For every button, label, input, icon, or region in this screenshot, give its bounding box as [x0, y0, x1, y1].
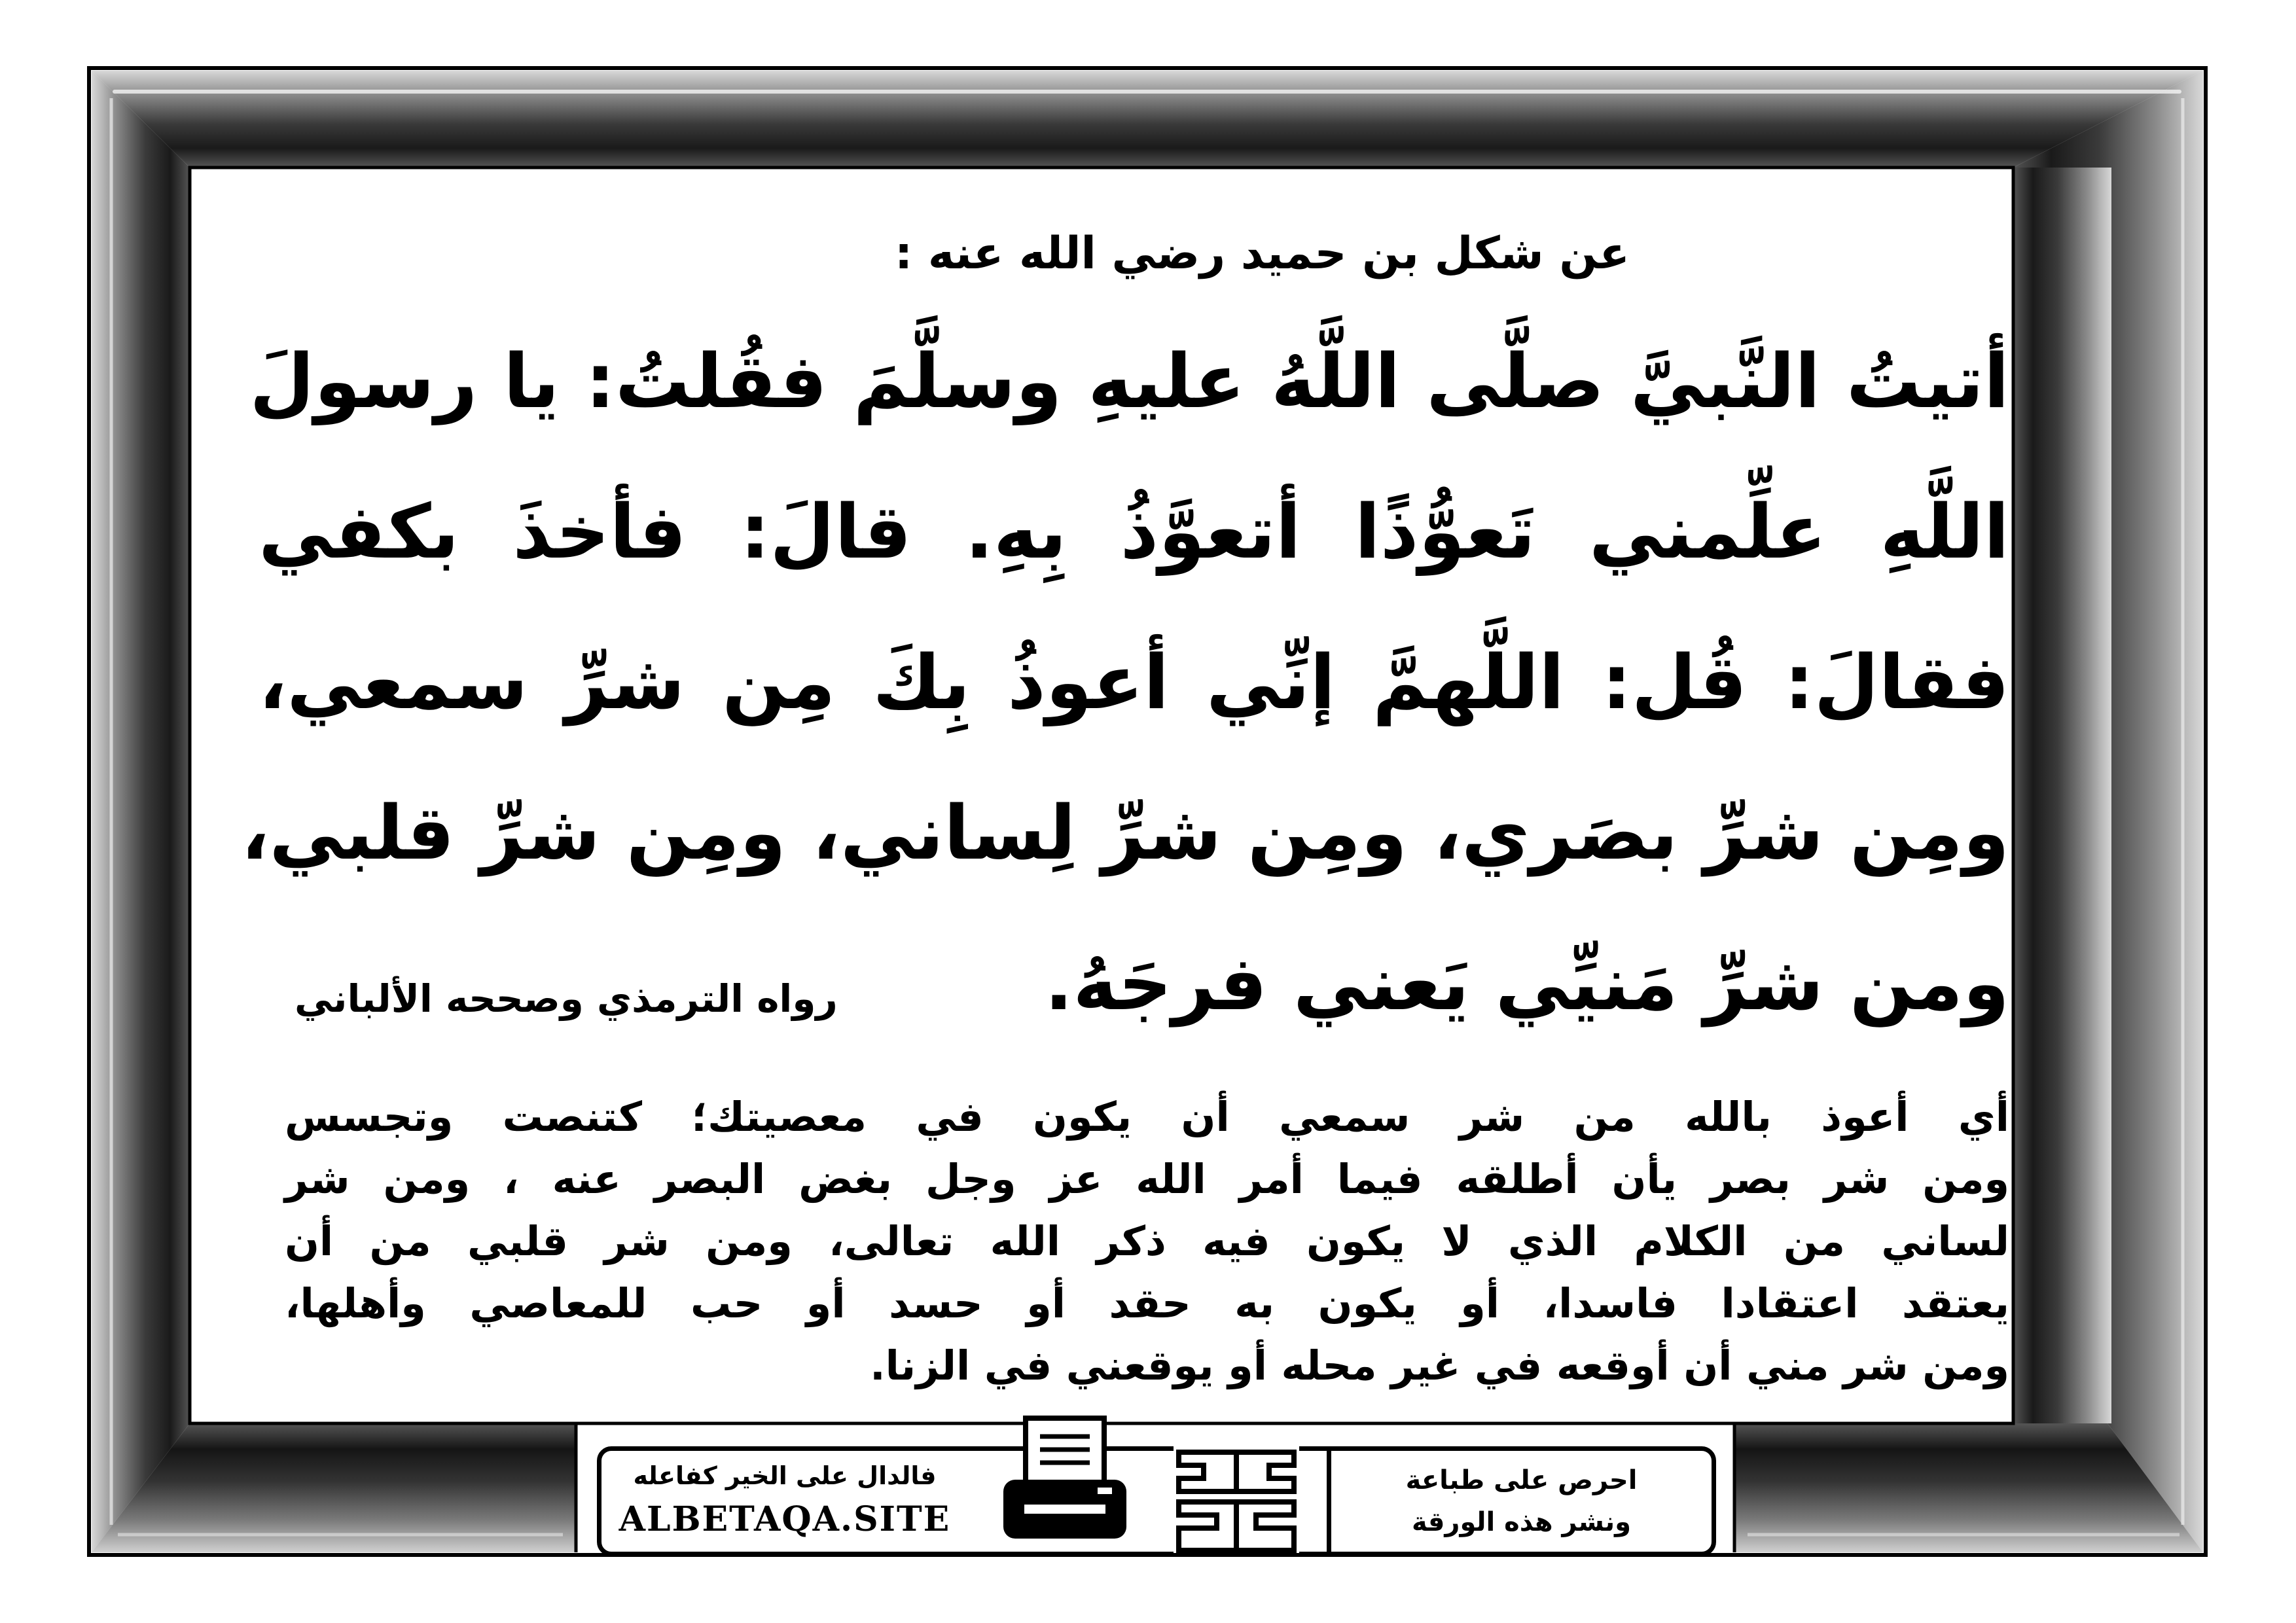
explanation-line-2: ومن شر بصر يأن أطلقه فيما أمر الله عز وجل بغض البصر عنه ، ومن شر	[285, 1155, 2009, 1203]
explanation-line-4: يعتقد اعتقادا فاسدا، أو يكون به حقد أو حسد أو حب للمعاصي وأهلها،	[285, 1279, 2009, 1327]
printer-icon	[999, 1414, 1130, 1549]
hadith-line-2: اللَّهِ علِّمني تَعوُّذًا أتعوَّذُ بِهِ. قالَ: فأخذَ بكفي	[259, 488, 2009, 575]
promo-line-2: ونشر هذه الورقة	[1411, 1507, 1632, 1537]
hadith-line-5: ومن شرِّ مَنيِّي يَعني فرجَهُ.	[1045, 940, 2009, 1027]
footer-divider	[1327, 1451, 1331, 1552]
hadith-source: رواه الترمذي وصححه الألباني	[295, 976, 838, 1021]
main-content	[190, 168, 2009, 1423]
hadith-line-3: فقالَ: قُل: اللَّهمَّ إنِّي أعوذُ بِكَ مِن شرِّ سمعي،	[259, 639, 2009, 726]
explanation-line-1: أي أعوذ بالله من شر سمعي أن يكون في معصيتك؛ كتنصت وتجسس	[285, 1093, 2009, 1141]
footer-banner	[597, 1446, 1716, 1556]
hadith-line-1: أتيتُ النَّبيَّ صلَّى اللَّهُ عليهِ وسلَّمَ فقُلتُ: يا رسولَ	[249, 338, 2009, 425]
explanation-line-5: ومن شر مني أن أوقعه في غير محله أو يوقعني في الزنا.	[870, 1342, 2009, 1389]
intro-heading: عن شكل بن حميد رضي الله عنه :	[895, 228, 1630, 279]
footer-site-link[interactable]: ALBETAQA.SITE	[619, 1499, 951, 1539]
footer-tagline: فالدال على الخير كفاعله	[633, 1461, 937, 1490]
hadith-line-4: ومِن شرِّ بصَري، ومِن شرِّ لِساني، ومِن شرِّ قلبي،	[241, 789, 2009, 876]
promo-line-1: احرص على طباعة	[1405, 1465, 1638, 1495]
explanation-line-3: لساني من الكلام الذي لا يكون فيه ذكر الله تعالى، ومن شر قلبي من أن	[285, 1217, 2009, 1265]
dawah-logo-icon	[1171, 1439, 1302, 1556]
footer-promo-block	[1331, 1451, 1712, 1552]
footer-site-block	[601, 1451, 968, 1552]
